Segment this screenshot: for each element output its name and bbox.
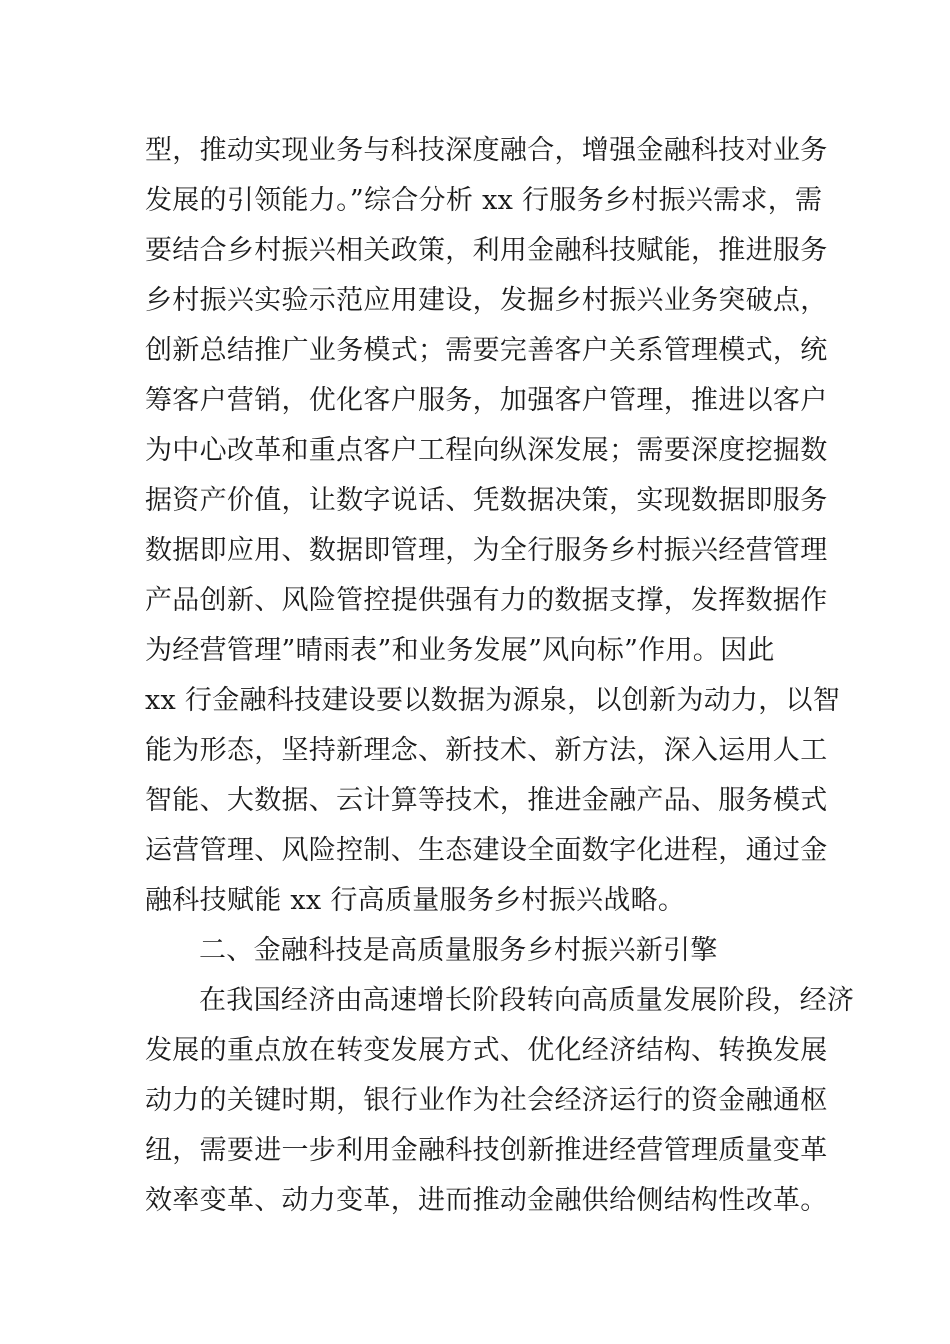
text-line: 融科技赋能 xx 行高质量服务乡村振兴战略。 [145, 885, 686, 916]
text-line: 发展的引领能力。”综合分析 xx 行服务乡村振兴需求，需 [145, 185, 823, 216]
text-line: xx 行金融科技建设要以数据为源泉，以创新为动力，以智 [145, 685, 841, 716]
text-line: 发展的重点放在转变发展方式、优化经济结构、转换发展 [145, 1035, 828, 1066]
text-line: 为经营管理”晴雨表”和业务发展”风向标”作用。因此 [145, 635, 775, 666]
text-line: 动力的关键时期，银行业作为社会经济运行的资金融通枢 [145, 1085, 828, 1116]
text-line: 筹客户营销，优化客户服务，加强客户管理，推进以客户 [145, 385, 828, 416]
text-line: 乡村振兴实验示范应用建设，发掘乡村振兴业务突破点， [145, 285, 828, 316]
text-line: 纽，需要进一步利用金融科技创新推进经营管理质量变革 [145, 1135, 828, 1166]
text-line: 在我国经济由高速增长阶段转向高质量发展阶段，经济 [199, 985, 855, 1016]
text-line: 运营管理、风险控制、生态建设全面数字化进程，通过金 [145, 835, 828, 866]
text-line: 为中心改革和重点客户工程向纵深发展；需要深度挖掘数 [145, 435, 828, 466]
document-body [145, 126, 855, 1226]
section-heading: 二、金融科技是高质量服务乡村振兴新引擎 [199, 935, 718, 966]
text-line: 能为形态，坚持新理念、新技术、新方法，深入运用人工 [145, 735, 828, 766]
text-line: 智能、大数据、云计算等技术，推进金融产品、服务模式 [145, 785, 828, 816]
text-line: 据资产价值，让数字说话、凭数据决策，实现数据即服务 [145, 485, 828, 516]
text-line: 产品创新、风险管控提供强有力的数据支撑，发挥数据作 [145, 585, 828, 616]
text-line: 效率变革、动力变革，进而推动金融供给侧结构性改革。 [145, 1185, 828, 1216]
text-line: 要结合乡村振兴相关政策，利用金融科技赋能，推进服务 [145, 235, 828, 266]
text-line: 创新总结推广业务模式；需要完善客户关系管理模式，统 [145, 335, 828, 366]
text-line: 数据即应用、数据即管理，为全行服务乡村振兴经营管理 [145, 535, 828, 566]
text-line: 型，推动实现业务与科技深度融合，增强金融科技对业务 [145, 135, 828, 166]
